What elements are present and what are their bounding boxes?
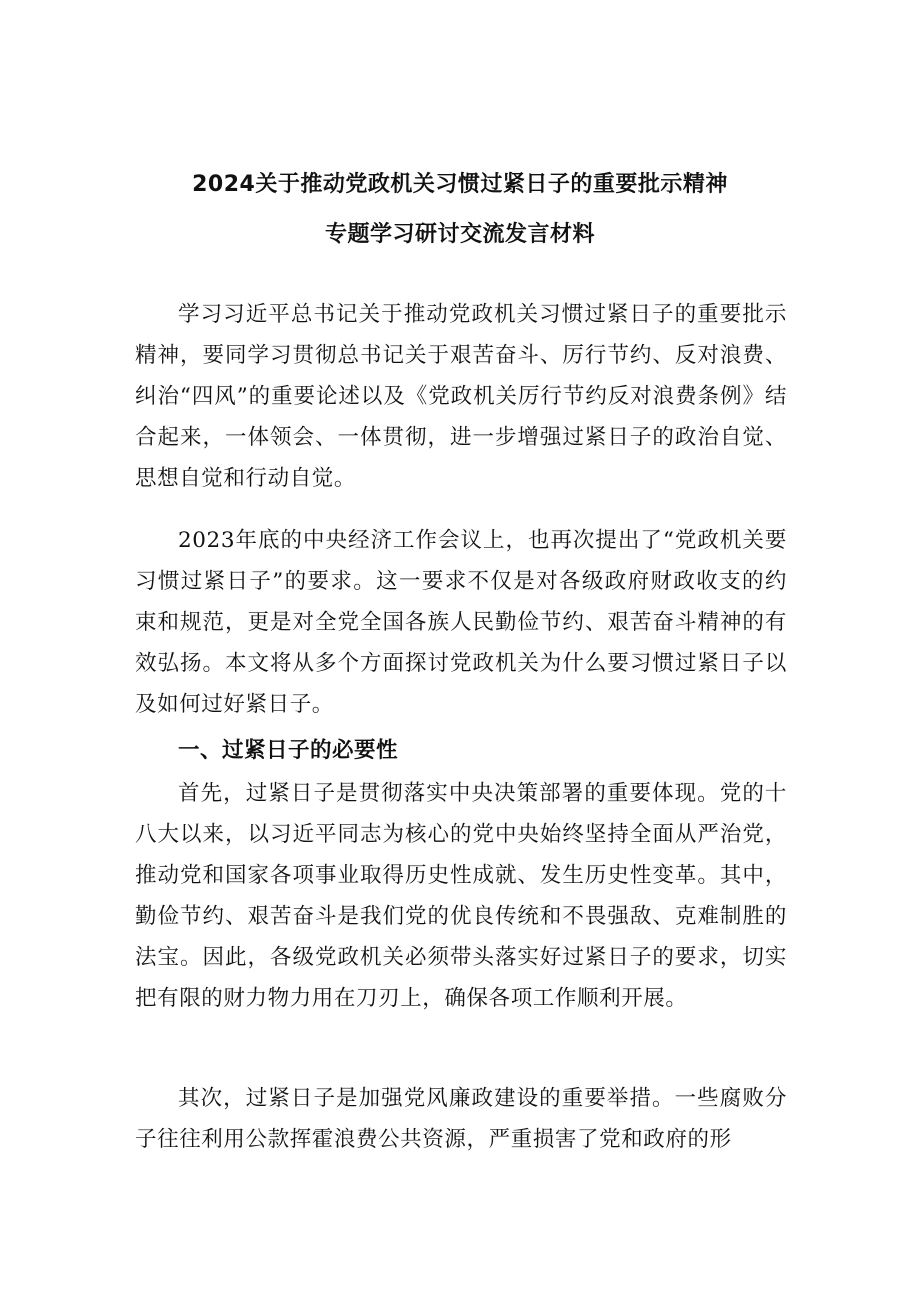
section-heading-necessity: 一、过紧日子的必要性 <box>178 738 399 763</box>
section-paragraph-2: 其次，过紧日子是加强党风廉政建设的重要举措。一些腐败分子往往利用公款挥霍浪费公共资源，严重损害了党和政府的形 <box>135 1086 787 1152</box>
section-paragraph-1: 首先，过紧日子是贯彻落实中央决策部署的重要体现。党的十八大以来，以习近平同志为核心的党中央始终坚持全面从严治党，推动党和国家各项事业取得历史性成就、发生历史性变革。其中，勤俭节约、艰苦奋斗是我们党的优良传统和不畏强敌、克难制胜的法宝。因此，各级党政机关必须带头落实好过紧日子的要求，切实把有限的财力物力用在刀刃上，确保各项工作顺利开展。 <box>135 781 787 1011</box>
document-title-line-1: 2024关于推动党政机关习惯过紧日子的重要批示精神 <box>192 172 728 197</box>
document-title-line-2: 专题学习研讨交流发言材料 <box>324 222 595 247</box>
body-paragraph-2: 2023年底的中央经济工作会议上，也再次提出了“党政机关要习惯过紧日子”的要求。这一要求不仅是对各级政府财政收支的约束和规范，更是对全党全国各族人民勤俭节约、艰苦奋斗精神的有效弘扬。本文将从多个方面探讨党政机关为什么要习惯过紧日子以及如何过好紧日子。 <box>135 528 787 717</box>
body-paragraph-1: 学习习近平总书记关于推动党政机关习惯过紧日子的重要批示精神，要同学习贯彻总书记关于艰苦奋斗、厉行节约、反对浪费、纠治“四风”的重要论述以及《党政机关厉行节约反对浪费条例》结合起来，一体领会、一体贯彻，进一步增强过紧日子的政治自觉、思想自觉和行动自觉。 <box>135 302 787 491</box>
